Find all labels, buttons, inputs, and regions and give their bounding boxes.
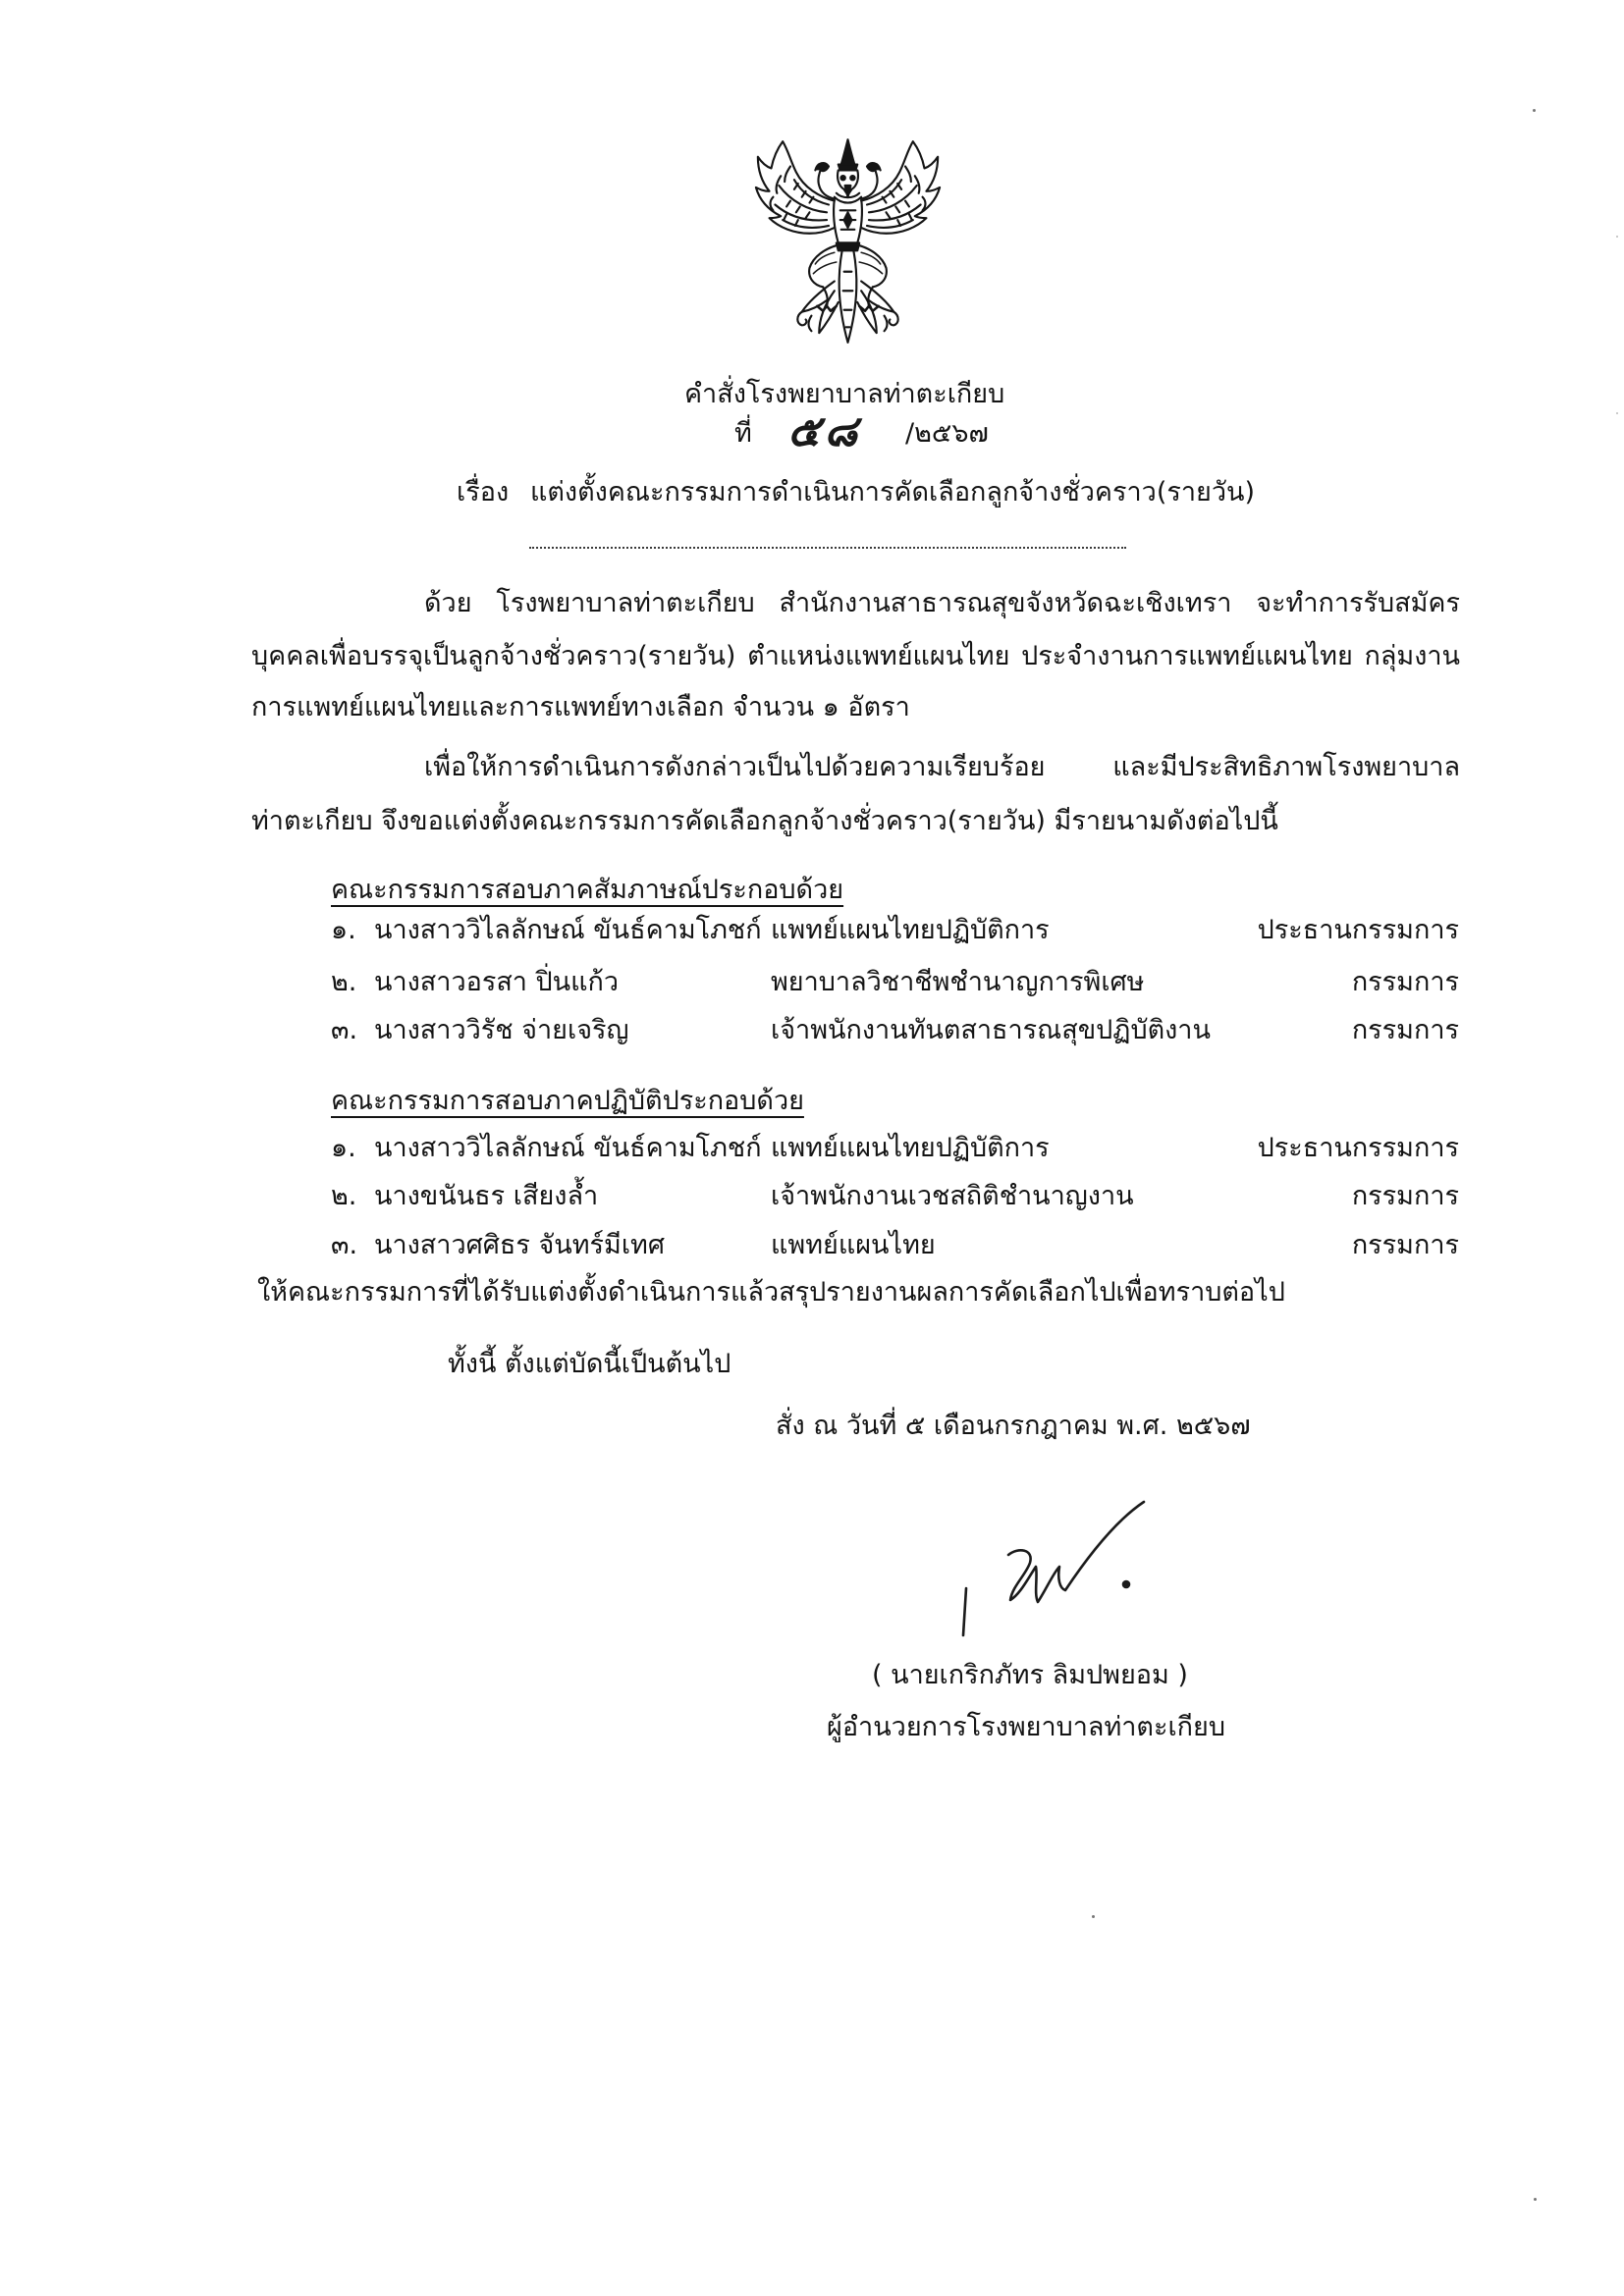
closing-instruction: ให้คณะกรรมการที่ได้รับแต่งตั้งดำเนินการแล้วสรุปรายงานผลการคัดเลือกไปเพื่อทราบต่อไป — [257, 1277, 1285, 1308]
member-role: กรรมการ — [1351, 1181, 1459, 1211]
order-number-year: /๒๕๖๗ — [905, 418, 989, 449]
member-number: ๓. — [331, 1015, 358, 1045]
member-role: กรรมการ — [1351, 1230, 1459, 1260]
order-number-label: ที่ — [734, 418, 752, 449]
signatory-title: ผู้อำนวยการโรงพยาบาลท่าตะเกียบ — [827, 1712, 1225, 1742]
member-name: นางขนันธร เสียงล้ำ — [374, 1181, 599, 1211]
paragraph-2-line-2: ท่าตะเกียบ จึงขอแต่งตั้งคณะกรรมการคัดเลือกลูกจ้างชั่วคราว(รายวัน) มีรายนามดังต่อไปนี้ — [251, 806, 1278, 836]
member-position: เจ้าพนักงานทันตสาธารณสุขปฏิบัติงาน — [771, 1015, 1211, 1045]
scan-speck — [1534, 2198, 1537, 2201]
member-name: นางสาววิไลลักษณ์ ขันธ์คามโภชก์ — [374, 1133, 762, 1163]
committee-heading-practical: คณะกรรมการสอบภาคปฏิบัติประกอบด้วย — [331, 1086, 804, 1116]
member-number: ๑. — [331, 915, 356, 945]
member-position: พยาบาลวิชาชีพชำนาญการพิเศษ — [771, 967, 1145, 997]
garuda-emblem — [752, 137, 944, 348]
order-date: สั่ง ณ วันที่ ๕ เดือนกรกฎาคม พ.ศ. ๒๕๖๗ — [776, 1411, 1251, 1441]
effective-date-text: ทั้งนี้ ตั้งแต่บัดนี้เป็นต้นไป — [448, 1349, 731, 1379]
member-role: ประธานกรรมการ — [1257, 1133, 1459, 1163]
member-name: นางสาวศศิธร จันทร์มีเทศ — [374, 1230, 665, 1260]
member-number: ๒. — [331, 967, 357, 997]
member-number: ๑. — [331, 1133, 356, 1163]
member-role: ประธานกรรมการ — [1257, 915, 1459, 945]
member-name: นางสาววิไลลักษณ์ ขันธ์คามโภชก์ — [374, 915, 762, 945]
member-role: กรรมการ — [1351, 967, 1459, 997]
order-title: คำสั่งโรงพยาบาลท่าตะเกียบ — [684, 379, 1005, 409]
paragraph-1-line-1: ด้วย โรงพยาบาลท่าตะเกียบ สำนักงานสาธารณสุขจังหวัดฉะเชิงเทรา จะทำการรับสมัคร — [424, 588, 1460, 618]
member-name: นางสาวอรสา ปิ่นแก้ว — [374, 967, 620, 997]
subject-label: เรื่อง — [457, 477, 510, 507]
committee-heading-interview: คณะกรรมการสอบภาคสัมภาษณ์ประกอบด้วย — [331, 875, 844, 905]
paragraph-1-line-2: บุคคลเพื่อบรรจุเป็นลูกจ้างชั่วคราว(รายวัน) ตำแหน่งแพทย์แผนไทย ประจำงานการแพทย์แผนไทย กลุ่มงาน — [251, 641, 1460, 671]
handwritten-signature — [943, 1492, 1178, 1659]
member-position: เจ้าพนักงานเวชสถิติชำนาญงาน — [771, 1181, 1134, 1211]
paragraph-1-line-3: การแพทย์แผนไทยและการแพทย์ทางเลือก จำนวน ๑ อัตรา — [251, 692, 910, 722]
scan-speck — [1092, 1915, 1095, 1918]
member-number: ๓. — [331, 1230, 358, 1260]
member-position: แพทย์แผนไทยปฏิบัติการ — [771, 915, 1050, 945]
member-position: แพทย์แผนไทยปฏิบัติการ — [771, 1133, 1050, 1163]
member-number: ๒. — [331, 1181, 357, 1211]
scan-speck — [1616, 236, 1618, 238]
paragraph-2-line-1: เพื่อให้การดำเนินการดังกล่าวเป็นไปด้วยความเรียบร้อย และมีประสิทธิภาพโรงพยาบาล — [424, 752, 1460, 782]
member-position: แพทย์แผนไทย — [771, 1230, 936, 1260]
subject-text: แต่งตั้งคณะกรรมการดำเนินการคัดเลือกลูกจ้างชั่วคราว(รายวัน) — [530, 477, 1255, 507]
member-name: นางสาววิรัช จ่ายเจริญ — [374, 1015, 629, 1045]
scan-speck — [1616, 412, 1618, 414]
order-number-handwritten: ๕๘ — [787, 406, 862, 456]
signatory-name: ( นายเกริกภัทร ลิมปพยอม ) — [872, 1660, 1188, 1690]
subject-divider — [529, 547, 1126, 549]
member-role: กรรมการ — [1351, 1015, 1459, 1045]
scan-speck — [1533, 109, 1536, 112]
